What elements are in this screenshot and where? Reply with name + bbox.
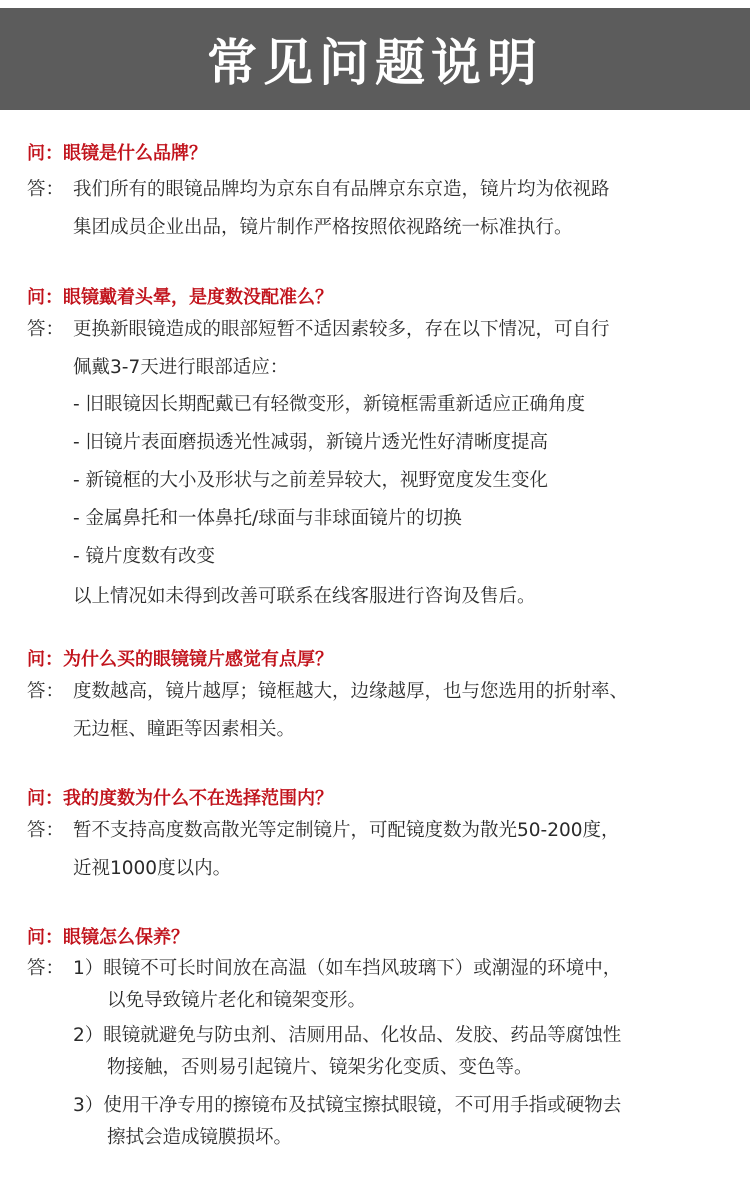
page-title: 常见问题说明 <box>207 34 543 92</box>
top-strip <box>0 0 750 8</box>
faq-answer-line: - 镜片度数有改变 <box>73 546 216 567</box>
faq-answer-line: 擦拭会造成镜膜损坏。 <box>107 1127 293 1148</box>
faq-question: 问：眼镜戴着头晕，是度数没配准么？ <box>27 287 333 308</box>
faq-answer-line: 佩戴3-7天进行眼部适应： <box>73 357 289 378</box>
faq-answer-line: 以免导致镜片老化和镜架变形。 <box>107 990 367 1011</box>
faq-answer-prefix: 答： <box>27 958 65 979</box>
faq-question: 问：眼镜是什么品牌？ <box>27 143 207 164</box>
faq-answer-line: 近视1000度以内。 <box>73 858 232 879</box>
faq-answer-line: 更换新眼镜造成的眼部短暂不适因素较多，存在以下情况，可自行 <box>73 319 610 340</box>
faq-answer-line: 以上情况如未得到改善可联系在线客服进行咨询及售后。 <box>73 586 536 607</box>
faq-answer-line: 1）眼镜不可长时间放在高温（如车挡风玻璃下）或潮湿的环境中， <box>73 958 622 979</box>
faq-answer-prefix: 答： <box>27 681 65 702</box>
faq-answer-line: 2）眼镜就避免与防虫剂、洁厕用品、化妆品、发胶、药品等腐蚀性 <box>73 1025 622 1046</box>
faq-answer-prefix: 答： <box>27 319 65 340</box>
faq-answer-prefix: 答： <box>27 179 65 200</box>
faq-answer-line: - 金属鼻托和一体鼻托/球面与非球面镜片的切换 <box>73 508 462 529</box>
faq-answer-line: 物接触，否则易引起镜片、镜架劣化变质、变色等。 <box>107 1057 533 1078</box>
faq-answer-line: - 新镜框的大小及形状与之前差异较大，视野宽度发生变化 <box>73 470 549 491</box>
page-header <box>0 8 750 110</box>
faq-question: 问：眼镜怎么保养？ <box>27 927 189 948</box>
faq-answer-line: 度数越高，镜片越厚；镜框越大，边缘越厚，也与您选用的折射率、 <box>73 681 629 702</box>
faq-answer-line: 集团成员企业出品，镜片制作严格按照依视路统一标准执行。 <box>73 217 573 238</box>
faq-answer-line: - 旧镜片表面磨损透光性减弱，新镜片透光性好清晰度提高 <box>73 432 549 453</box>
faq-answer-prefix: 答： <box>27 820 65 841</box>
faq-question: 问：我的度数为什么不在选择范围内？ <box>27 788 333 809</box>
faq-question: 问：为什么买的眼镜镜片感觉有点厚？ <box>27 649 333 670</box>
faq-answer-line: - 旧眼镜因长期配戴已有轻微变形，新镜框需重新适应正确角度 <box>73 394 586 415</box>
faq-answer-line: 我们所有的眼镜品牌均为京东自有品牌京东京造，镜片均为依视路 <box>73 179 610 200</box>
faq-answer-line: 3）使用干净专用的擦镜布及拭镜宝擦拭眼镜，不可用手指或硬物去 <box>73 1095 622 1116</box>
faq-answer-line: 暂不支持高度数高散光等定制镜片，可配镜度数为散光50-200度， <box>73 820 620 841</box>
faq-answer-line: 无边框、瞳距等因素相关。 <box>73 719 296 740</box>
